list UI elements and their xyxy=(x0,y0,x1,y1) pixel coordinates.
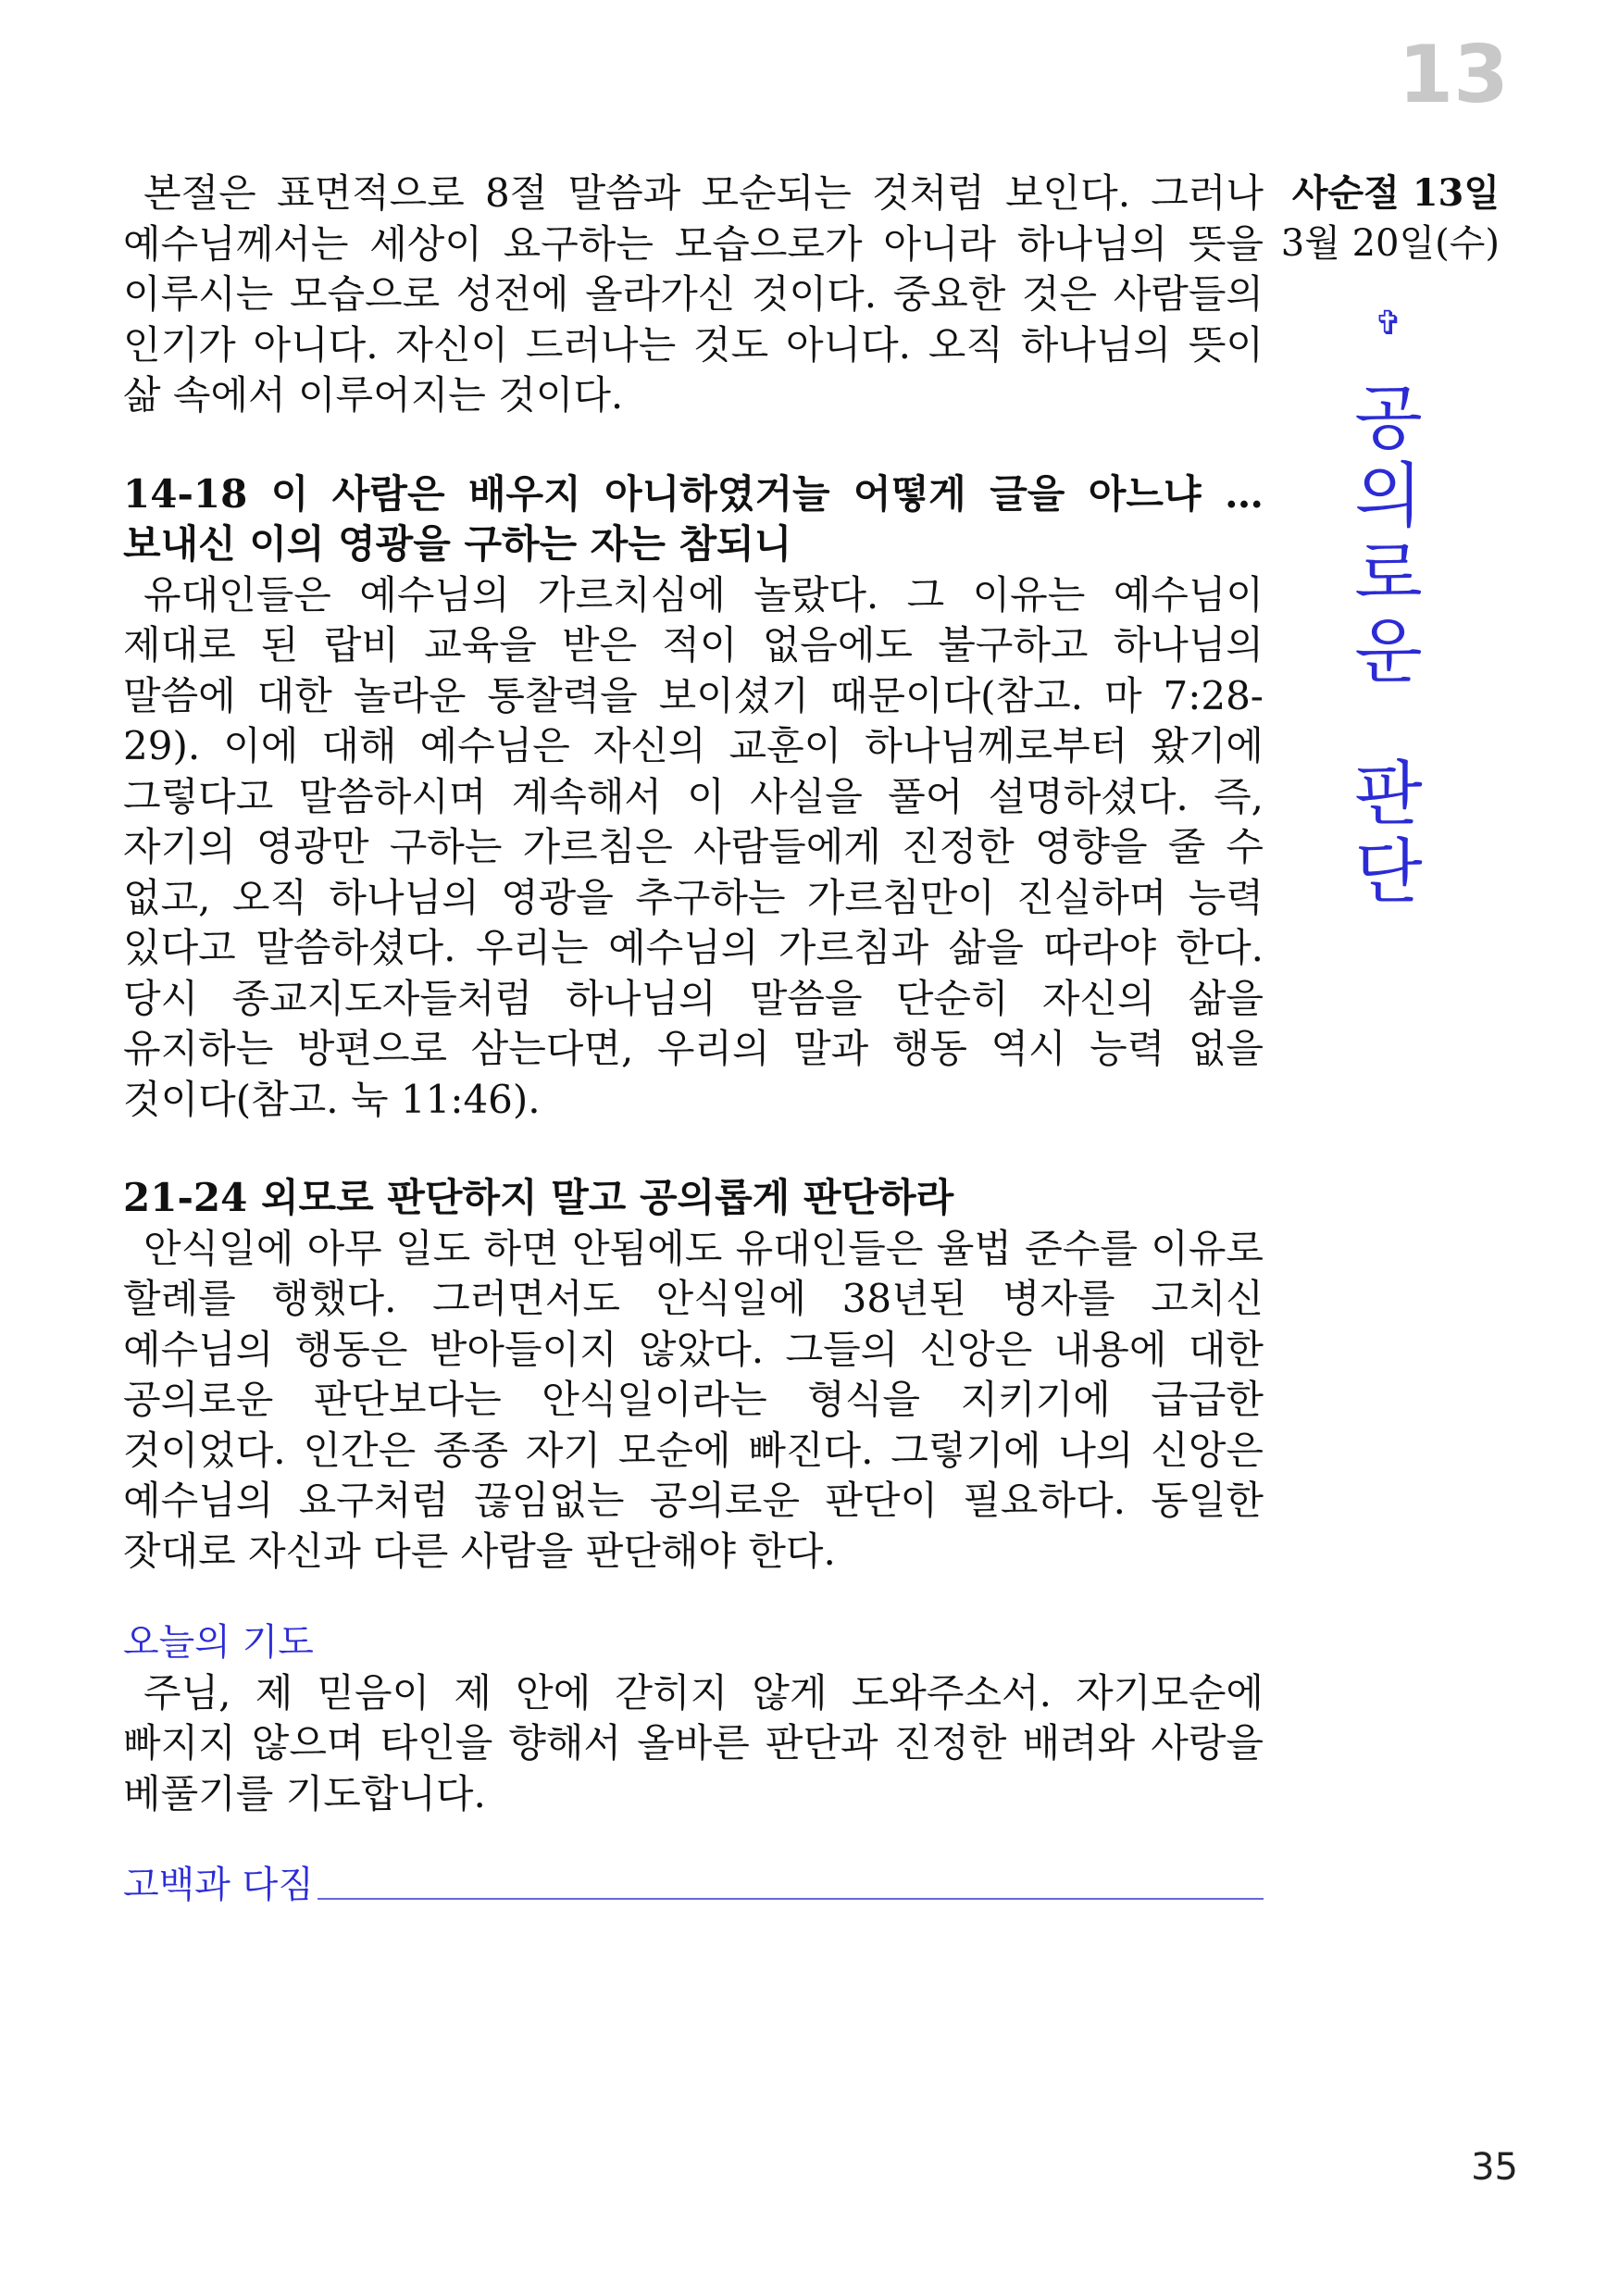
section-heading-21-24: 21-24 외모로 판단하지 말고 공의롭게 판단하라 xyxy=(123,1175,954,1220)
section-body-21-24: 안식일에 아무 일도 하면 안됨에도 유대인들은 율법 준수를 이유로 할례를 행했다. 그러면서도 안식일에 38년된 병자를 고치신 예수님의 행동은 받아들이지 않았다. 그들의 신앙은 내용에 대한 공의로운 판단보다는 안식일이라는 형식을 지키기에 급급한 것이었다. 인간은 종종 자기 모순에 빠진다. 그렇기에 나의 신앙은 예수님의 요구처럼 끊임없는 공의로운 판단이 필요하다. 동일한 잣대로 자신과 다른 사람을 판단해야 한다. xyxy=(123,1225,1264,1574)
chapter-number: 13 xyxy=(1398,29,1509,121)
title-char: 공 xyxy=(1354,377,1423,459)
lent-day-label: 사순절 13일 xyxy=(1291,171,1500,215)
main-content xyxy=(123,168,1264,1911)
prayer-heading: 오늘의 기도 xyxy=(123,1621,314,1664)
side-column xyxy=(1277,168,1500,911)
title-char: 의 xyxy=(1354,455,1423,537)
page-number: 35 xyxy=(1471,2146,1518,2189)
title-char: 로 xyxy=(1354,532,1423,615)
confession-row xyxy=(123,1860,1264,1911)
vertical-title xyxy=(1277,377,1500,913)
confession-write-line[interactable] xyxy=(318,1898,1264,1900)
section-heading-14-18: 14-18 이 사람은 배우지 아니하였거늘 어떻게 글을 아느냐 … 보내신 이의 영광을 구하는 자는 참되니 xyxy=(123,470,1264,567)
title-char: 판 xyxy=(1354,753,1423,835)
section-body-14-18: 유대인들은 예수님의 가르치심에 놀랐다. 그 이유는 예수님이 제대로 된 랍비 교육을 받은 적이 없음에도 불구하고 하나님의 말씀에 대한 놀라운 통찰력을 보이셨기 때문이다(참고. 마 7:28-29). 이에 대해 예수님은 자신의 교훈이 하나님께로부터 왔기에 그렇다고 말씀하시며 계속해서 이 사실을 풀어 설명하셨다. 즉, 자기의 영광만 구하는 가르침은 사람들에게 진정한 영향을 줄 수 없고, 오직 하나님의 영광을 추구하는 가르침만이 진실하며 능력 있다고 말씀하셨다. 우리는 예수님의 가르침과 삶을 따라야 한다. 당시 종교지도자들처럼 하나님의 말씀을 단순히 자신의 삶을 유지하는 방편으로 삼는다면, 우리의 말과 행동 역시 능력 없을 것이다(참고. 눅 11:46). xyxy=(123,571,1264,1122)
prayer-body: 주님, 제 믿음이 제 안에 갇히지 않게 도와주소서. 자기모순에 빠지지 않으며 타인을 향해서 올바른 판단과 진정한 배려와 사랑을 베풀기를 기도합니다. xyxy=(123,1669,1264,1816)
cross-icon: ✞ xyxy=(1374,305,1403,343)
title-char: 단 xyxy=(1354,830,1423,913)
intro-paragraph: 본절은 표면적으로 8절 말씀과 모순되는 것처럼 보인다. 그러나 예수님께서는 세상이 요구하는 모습으로가 아니라 하나님의 뜻을 이루시는 모습으로 성전에 올라가신 것이다. 중요한 것은 사람들의 인기가 아니다. 자신이 드러나는 것도 아니다. 오직 하나님의 뜻이 삶 속에서 이루어지는 것이다. xyxy=(123,170,1264,418)
title-char: 운 xyxy=(1354,610,1423,693)
confession-heading: 고백과 다짐 xyxy=(123,1864,314,1906)
date-label: 3월 20일(수) xyxy=(1280,222,1500,265)
